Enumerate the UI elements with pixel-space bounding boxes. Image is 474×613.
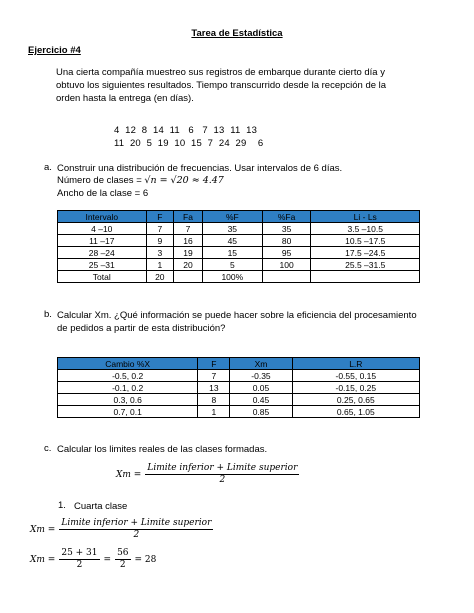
table-cell bbox=[262, 271, 311, 283]
table-cell: 7 bbox=[198, 370, 230, 382]
equals-sign: = bbox=[103, 554, 112, 565]
table-cell: 13 bbox=[198, 382, 230, 394]
fourth-class-formula bbox=[30, 518, 213, 541]
table-cell: 95 bbox=[262, 247, 311, 259]
table-cell: 20 bbox=[174, 259, 203, 271]
table-cell: -0.55, 0.15 bbox=[292, 370, 419, 382]
formula-numerator: Limite inferior + Limite superior bbox=[147, 463, 298, 473]
formula-lhs: Xm = bbox=[30, 554, 56, 565]
formula-lhs: Xm = bbox=[30, 524, 56, 535]
table-cell: 28 –24 bbox=[58, 247, 147, 259]
table-cell: 0.65, 1.05 bbox=[292, 406, 419, 418]
frequency-table-header bbox=[58, 211, 420, 223]
table-cell: 35 bbox=[202, 223, 262, 235]
total-denominator: 2 bbox=[119, 560, 126, 570]
item-c-text: Calcular los limites reales de las clases formadas. bbox=[57, 444, 268, 455]
fourth-class-result bbox=[30, 548, 156, 571]
table-cell: 11 –17 bbox=[58, 235, 147, 247]
table-row bbox=[58, 394, 420, 406]
table-cell bbox=[174, 271, 203, 283]
frequency-table bbox=[57, 210, 420, 283]
header-cell: Fa bbox=[174, 211, 203, 223]
classes-label: Número de clases = bbox=[57, 175, 145, 186]
table-cell: 0.85 bbox=[230, 406, 292, 418]
item-a-text: Construir una distribución de frecuencias. Usar intervalos de 6 días. bbox=[57, 163, 343, 174]
table-cell: 80 bbox=[262, 235, 311, 247]
document-title: Tarea de Estadística bbox=[191, 28, 283, 39]
total-fraction bbox=[115, 548, 130, 571]
formula-denominator: 2 bbox=[219, 475, 226, 485]
formula-numerator: Limite inferior + Limite superior bbox=[61, 518, 212, 528]
table-row bbox=[58, 247, 420, 259]
table-cell: 0.45 bbox=[230, 394, 292, 406]
table-row bbox=[58, 223, 420, 235]
class-width-line: Ancho de la clase = 6 bbox=[57, 188, 149, 199]
formula-fraction bbox=[59, 518, 213, 541]
header-cell: Xm bbox=[230, 358, 292, 370]
table-cell: 35 bbox=[262, 223, 311, 235]
table-cell: 1 bbox=[146, 259, 174, 271]
item-b-text: Calcular Xm. ¿Qué información se puede hacer sobre la eficiencia del procesamiento de pedidos a partir de esta distribución? bbox=[57, 310, 417, 334]
header-cell: F bbox=[146, 211, 174, 223]
table-cell: 3.5 –10.5 bbox=[311, 223, 420, 235]
table-cell: 19 bbox=[174, 247, 203, 259]
table-cell: 3 bbox=[146, 247, 174, 259]
table-cell: 0.7, 0.1 bbox=[58, 406, 198, 418]
table-cell: 4 –10 bbox=[58, 223, 147, 235]
classes-formula: √n = √20 ≈ 4.47 bbox=[144, 175, 224, 186]
midpoint-table bbox=[57, 357, 420, 418]
sum-denominator: 2 bbox=[76, 560, 83, 570]
header-cell: Cambio %X bbox=[58, 358, 198, 370]
data-numbers-row-1: 4 12 8 14 11 6 7 13 11 13 bbox=[114, 125, 258, 136]
total-numerator: 56 bbox=[117, 548, 129, 558]
table-row bbox=[58, 382, 420, 394]
table-cell: -0.1, 0.2 bbox=[58, 382, 198, 394]
table-cell bbox=[311, 271, 420, 283]
table-cell: 7 bbox=[174, 223, 203, 235]
result-value: = 28 bbox=[134, 554, 157, 565]
table-cell: 100% bbox=[202, 271, 262, 283]
table-cell: -0.15, 0.25 bbox=[292, 382, 419, 394]
table-cell: 1 bbox=[198, 406, 230, 418]
table-cell: 17.5 –24.5 bbox=[311, 247, 420, 259]
table-row-total bbox=[58, 271, 420, 283]
midpoint-formula bbox=[116, 463, 299, 486]
header-cell: F bbox=[198, 358, 230, 370]
intro-paragraph: Una cierta compañía muestreo sus registros de embarque durante cierto día y obtuvo los siguientes resultados. Tiempo transcurrido desde la recepción de la orden hasta la entrega (en días). bbox=[56, 67, 387, 104]
table-cell: 25 –31 bbox=[58, 259, 147, 271]
table-cell: -0.35 bbox=[230, 370, 292, 382]
table-cell: 0.05 bbox=[230, 382, 292, 394]
table-cell: Total bbox=[58, 271, 147, 283]
header-cell: Intervalo bbox=[58, 211, 147, 223]
table-cell: 8 bbox=[198, 394, 230, 406]
header-cell: Li - Ls bbox=[311, 211, 420, 223]
item-b-label: b. bbox=[44, 309, 52, 320]
table-row bbox=[58, 259, 420, 271]
table-cell: 20 bbox=[146, 271, 174, 283]
exercise-heading: Ejercicio #4 bbox=[28, 45, 81, 56]
table-row bbox=[58, 235, 420, 247]
table-cell: 0.25, 0.65 bbox=[292, 394, 419, 406]
item-a-label: a. bbox=[44, 162, 52, 173]
table-cell: 45 bbox=[202, 235, 262, 247]
sum-fraction bbox=[59, 548, 99, 571]
subitem-1-text: Cuarta clase bbox=[74, 501, 128, 512]
header-cell: L.R bbox=[292, 358, 419, 370]
table-row bbox=[58, 370, 420, 382]
data-numbers-row-2: 11 20 5 19 10 15 7 24 29 6 bbox=[114, 138, 264, 149]
table-cell: 9 bbox=[146, 235, 174, 247]
table-cell: 16 bbox=[174, 235, 203, 247]
subitem-1-label: 1. bbox=[58, 500, 66, 511]
table-row bbox=[58, 406, 420, 418]
formula-lhs: Xm = bbox=[116, 469, 142, 480]
header-cell: %Fa bbox=[262, 211, 311, 223]
sum-numerator: 25 + 31 bbox=[61, 548, 98, 558]
table-cell: 15 bbox=[202, 247, 262, 259]
table-cell: 7 bbox=[146, 223, 174, 235]
item-c-label: c. bbox=[44, 443, 52, 454]
formula-fraction bbox=[145, 463, 299, 486]
formula-denominator: 2 bbox=[133, 530, 140, 540]
table-cell: 100 bbox=[262, 259, 311, 271]
table-cell: 0.3, 0.6 bbox=[58, 394, 198, 406]
header-cell: %F bbox=[202, 211, 262, 223]
table-cell: 5 bbox=[202, 259, 262, 271]
table-cell: 10.5 –17.5 bbox=[311, 235, 420, 247]
table-cell: -0.5, 0.2 bbox=[58, 370, 198, 382]
midpoint-table-header bbox=[58, 358, 420, 370]
classes-line bbox=[57, 175, 224, 186]
table-cell: 25.5 –31.5 bbox=[311, 259, 420, 271]
